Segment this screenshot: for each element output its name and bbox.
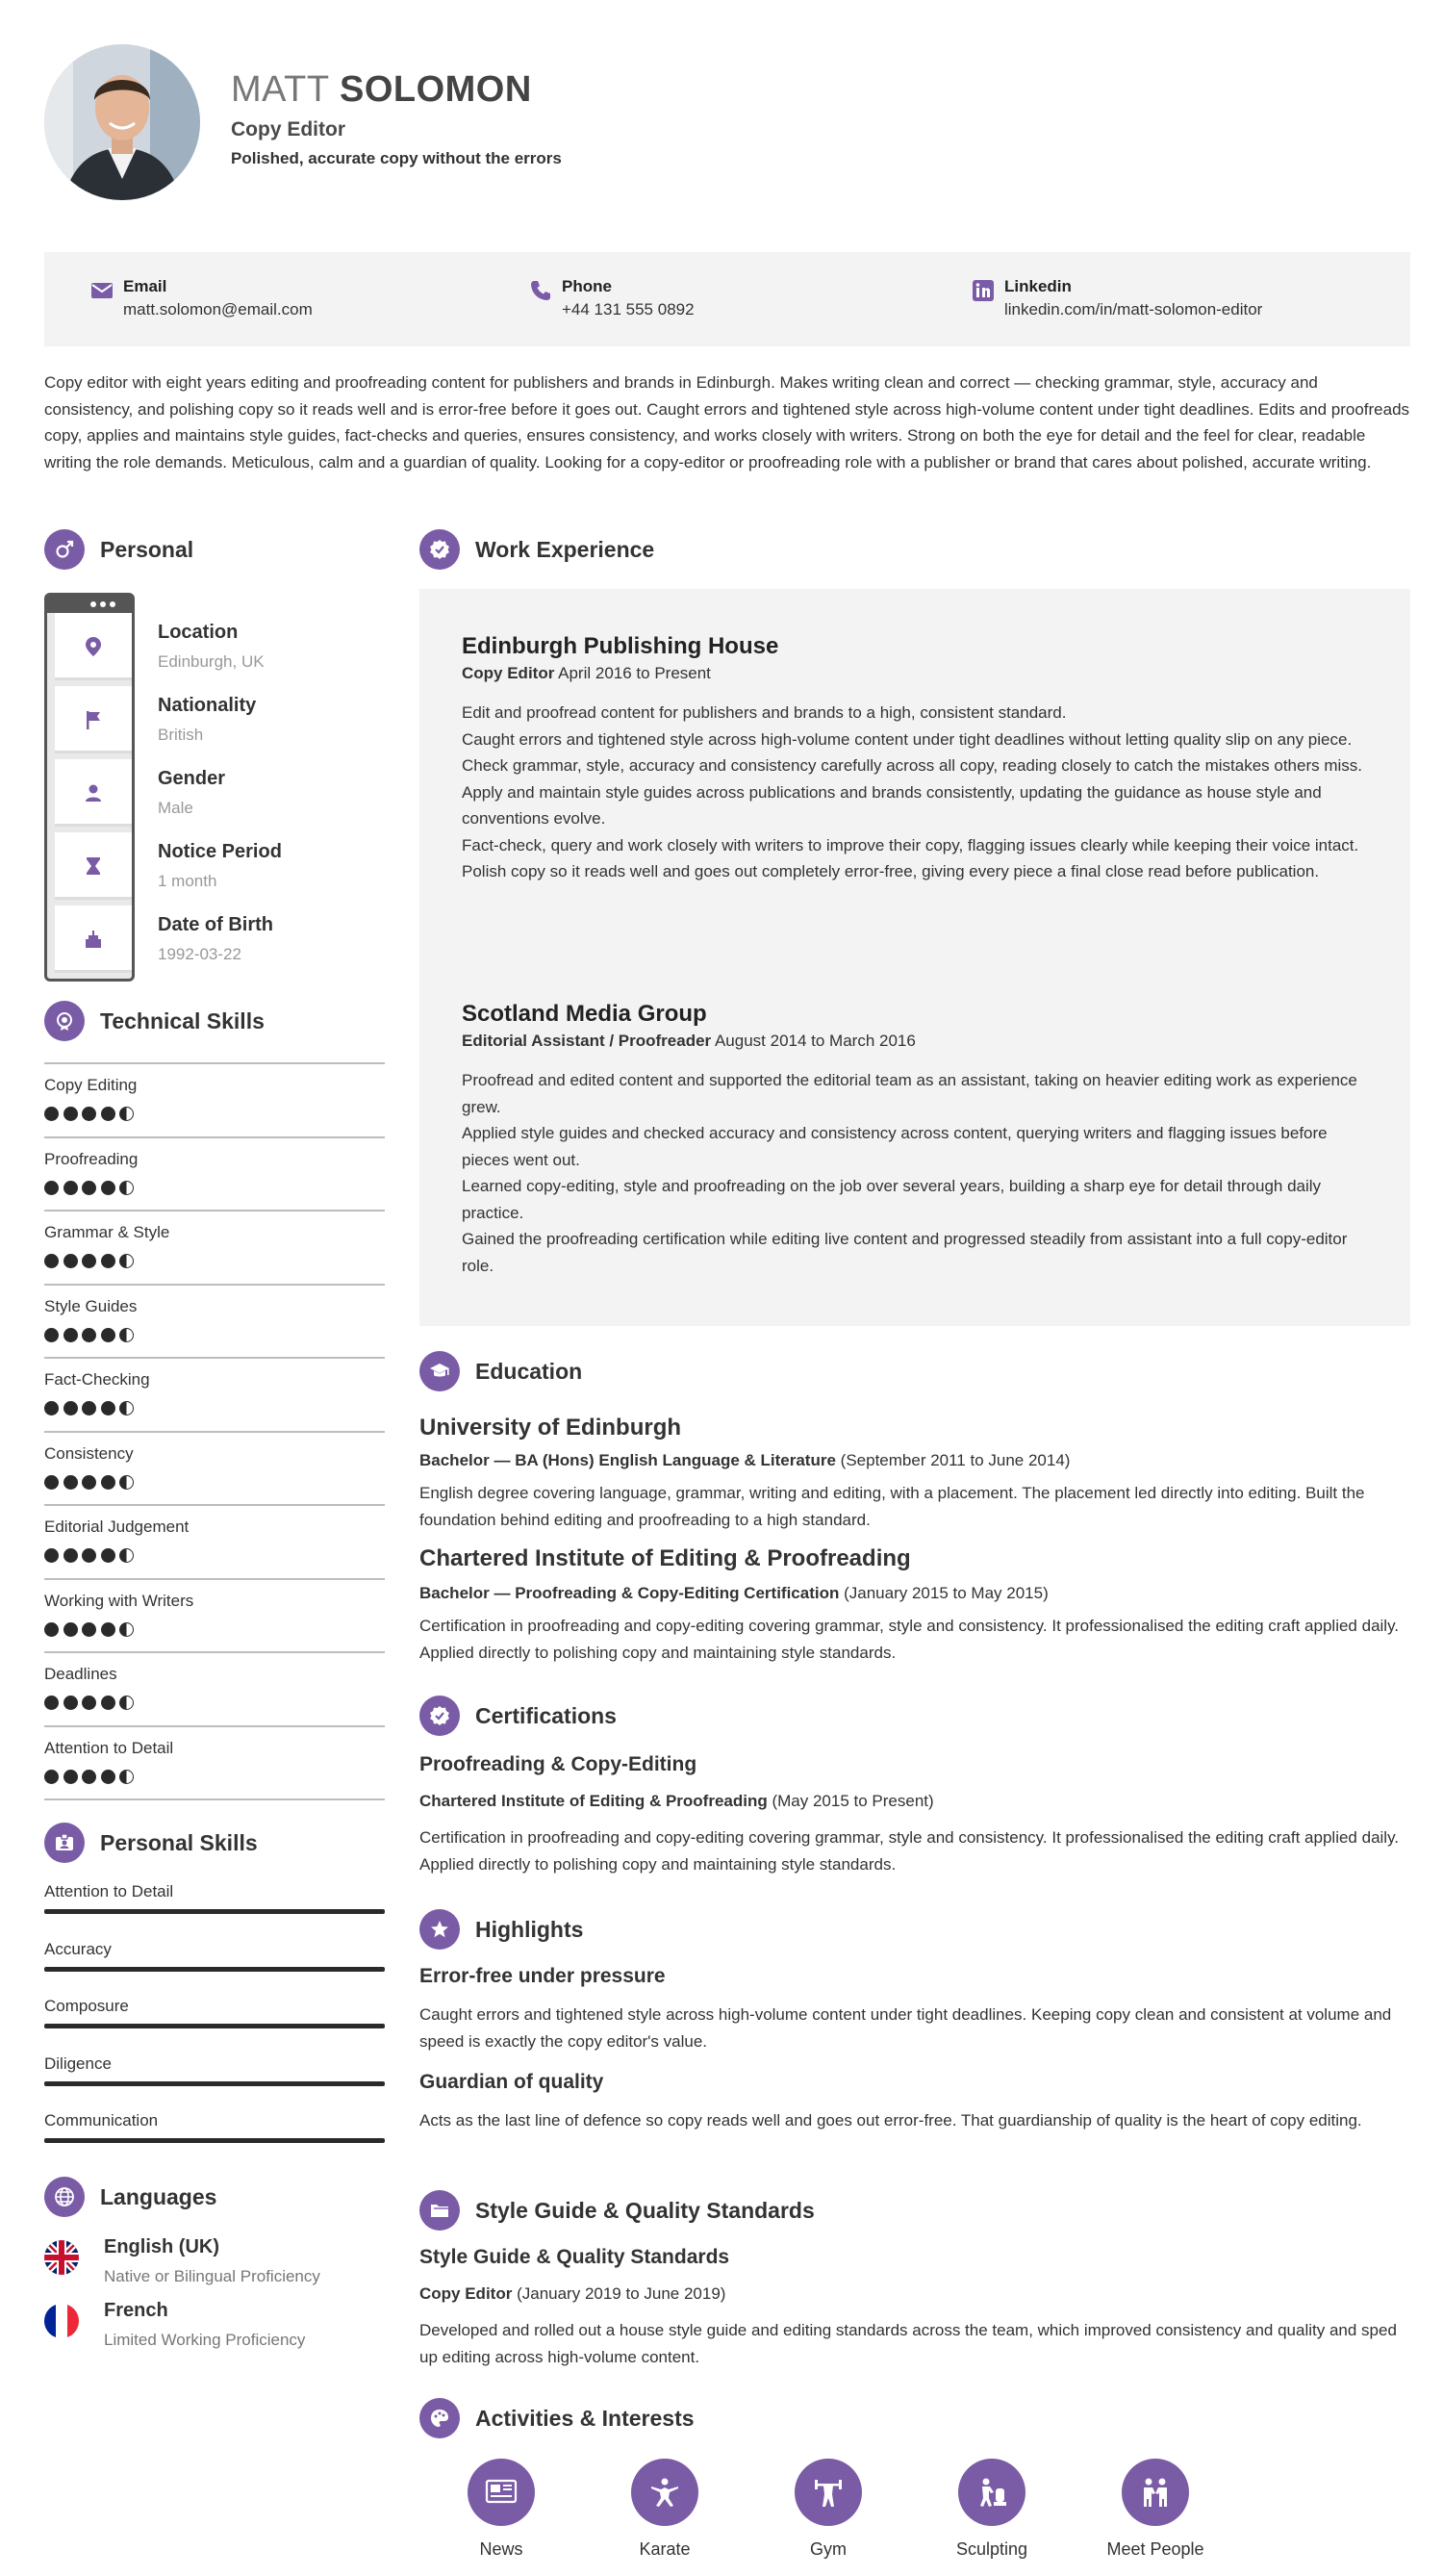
map-pin-icon (55, 613, 132, 680)
job-bullet: Caught errors and tightened style across high-volume content under tight deadlines without letting quality slip on any piece. (462, 729, 1353, 749)
job-org: Scotland Media Group (462, 1001, 707, 1027)
folder-icon (419, 2190, 460, 2231)
rating-dot-full (82, 1181, 96, 1195)
rating-dot-full (101, 1548, 115, 1563)
activity-meet-people (1098, 2459, 1213, 2564)
rating-dot-full (44, 1328, 59, 1342)
job-bullets (462, 1067, 1376, 1279)
personal-panel (44, 593, 385, 982)
email-label: Email (123, 277, 167, 295)
activities-title: Activities & Interests (475, 2406, 695, 2431)
rating-dot-full (101, 1401, 115, 1416)
activity-karate (607, 2459, 722, 2564)
star-icon (419, 1909, 460, 1950)
degree-line (419, 1451, 1070, 1470)
phone-value[interactable]: +44 131 555 0892 (562, 300, 695, 319)
rating-dot-full (101, 1622, 115, 1637)
job-bullets (462, 700, 1376, 885)
france-flag-icon (44, 2304, 79, 2338)
job-dates: August 2014 to March 2016 (714, 1032, 916, 1050)
personal-skill-bar (44, 2024, 385, 2028)
technical-skills-title: Technical Skills (100, 1008, 265, 1033)
rating-dot-full (44, 1696, 59, 1710)
linkedin-icon (972, 279, 995, 302)
personal-skill-label: Diligence (44, 2053, 112, 2073)
job-bullet: Apply and maintain style guides across publications and brands consistently, updating the guidance as house style and conventions evolve. (462, 782, 1322, 828)
technical-skill-label: Copy Editing (44, 1076, 138, 1094)
rating-dot-full (82, 1548, 96, 1563)
technical-skill-label: Proofreading (44, 1149, 139, 1168)
rating-dot-full (101, 1770, 115, 1784)
job-bullet: Fact-check, query and work closely with writers to improve their copy, flagging issues clearly while keeping their voice intact. (462, 835, 1359, 854)
work-experience-box (419, 589, 1410, 1326)
style-guide-dates: (January 2019 to June 2019) (517, 2284, 726, 2303)
rating-dot-full (101, 1475, 115, 1490)
rating-dot-full (44, 1548, 59, 1563)
technical-skill-row (44, 1504, 385, 1577)
rating-dot-full (44, 1475, 59, 1490)
technical-skills-divider (44, 1798, 385, 1800)
rating-dot-full (63, 1328, 78, 1342)
technical-skill-row (44, 1431, 385, 1504)
certification-issuer-line (419, 1792, 934, 1811)
phone-label: Phone (562, 277, 612, 295)
personal-skill-label: Communication (44, 2111, 159, 2130)
rating-dot-full (44, 1181, 59, 1195)
technical-skill-row (44, 1136, 385, 1210)
flag-icon (55, 686, 132, 753)
degree: Bachelor — BA (Hons) English Language & Literature (419, 1451, 836, 1469)
rating-dot-full (101, 1696, 115, 1710)
personal-gender-label: Gender (158, 768, 226, 789)
personal-skill-row (44, 1940, 385, 1998)
linkedin-label: Linkedin (1004, 277, 1072, 295)
palette-icon (419, 2398, 460, 2438)
job-dates: April 2016 to Present (558, 664, 711, 682)
job-bullet: Learned copy-editing, style and proofreading on the job over several years, building a sharp eye for detail through daily practice. (462, 1177, 1322, 1222)
rating-dot-full (82, 1401, 96, 1416)
uk-flag-icon (44, 2240, 79, 2275)
school-name: Chartered Institute of Editing & Proofreading (419, 1545, 911, 1571)
globe-icon (44, 2177, 85, 2217)
style-guide-description: Developed and rolled out a house style guide and editing standards across the team, which improved consistency and quality and sped up editing across high-volume content. (419, 2321, 1397, 2366)
personal-skills-title: Personal Skills (100, 1830, 258, 1855)
rating-dot-half (119, 1548, 134, 1563)
phone-icon (529, 279, 552, 302)
certification-name: Proofreading & Copy-Editing (419, 1753, 697, 1775)
person-icon (55, 759, 132, 827)
technical-skill-label: Deadlines (44, 1665, 117, 1683)
rating-dot-half (119, 1107, 134, 1121)
style-guide-role: Copy Editor (419, 2284, 513, 2303)
activity-gym (771, 2459, 886, 2564)
rating-dot-full (63, 1401, 78, 1416)
certification-issuer: Chartered Institute of Editing & Proofreading (419, 1792, 768, 1810)
job-title: Copy Editor (231, 118, 345, 140)
style-guide-heading: Style Guide & Quality Standards (419, 2246, 730, 2268)
technical-skill-row (44, 1062, 385, 1135)
personal-title: Personal (100, 537, 194, 562)
rating-dot-full (63, 1696, 78, 1710)
personal-skill-bar (44, 2138, 385, 2143)
job-role: Editorial Assistant / Proofreader (462, 1032, 712, 1050)
job-bullet: Check grammar, style, accuracy and consistency carefully across all copy, reading closely to catch the mistakes others miss. (462, 756, 1363, 775)
activity-label: News (479, 2539, 523, 2559)
karate-icon (631, 2459, 698, 2526)
technical-skill-row (44, 1284, 385, 1357)
email-icon (90, 279, 114, 302)
personal-notice-value: 1 month (158, 872, 217, 890)
activity-sculpting (934, 2459, 1050, 2564)
personal-skill-label: Composure (44, 1997, 129, 2015)
technical-skill-row (44, 1210, 385, 1283)
personal-dob-label: Date of Birth (158, 914, 273, 935)
style-guide-title: Style Guide & Quality Standards (475, 2198, 815, 2223)
rating-dot-full (82, 1696, 96, 1710)
rating-dot-full (63, 1254, 78, 1268)
technical-skill-label: Attention to Detail (44, 1738, 174, 1757)
language-name: English (UK) (104, 2236, 219, 2257)
highlight-heading: Error-free under pressure (419, 1965, 666, 1987)
technical-skill-row (44, 1725, 385, 1798)
rating-dot-full (44, 1770, 59, 1784)
technical-skill-label: Editorial Judgement (44, 1518, 190, 1536)
technical-skill-row (44, 1357, 385, 1430)
languages-title: Languages (100, 2184, 217, 2209)
full-name (231, 69, 562, 111)
technical-skill-label: Working with Writers (44, 1591, 194, 1610)
rating-dot-full (63, 1181, 78, 1195)
degree: Bachelor — Proofreading & Copy-Editing Certification (419, 1584, 840, 1602)
personal-skill-bar (44, 1967, 385, 1972)
email-value[interactable]: matt.solomon@email.com (123, 300, 313, 319)
meet-people-icon (1122, 2459, 1189, 2526)
rating-dot-half (119, 1475, 134, 1490)
job-bullet: Applied style guides and checked accuracy and consistency across content, querying writers and flagging issues before pieces went out. (462, 1124, 1328, 1169)
rating-dot-full (101, 1328, 115, 1342)
language-name: French (104, 2300, 168, 2321)
rating-dot-half (119, 1401, 134, 1416)
gym-icon (795, 2459, 862, 2526)
personal-skill-bar (44, 2081, 385, 2086)
personal-skill-row (44, 1882, 385, 1940)
rating-dot-half (119, 1770, 134, 1784)
degree-dates: (January 2015 to May 2015) (844, 1584, 1049, 1602)
graduation-cap-icon (419, 1351, 460, 1391)
last-name: SOLOMON (339, 69, 532, 110)
check-badge-icon (419, 529, 460, 570)
certification-dates: (May 2015 to Present) (772, 1792, 934, 1810)
education-description: Certification in proofreading and copy-editing covering grammar, style and consistency. It professionalised the editing craft applied daily. Applied directly to polishing copy and maintaining style standards. (419, 1617, 1400, 1662)
personal-skill-row (44, 1997, 385, 2054)
activity-label: Karate (639, 2539, 691, 2559)
job-role-line (462, 1032, 916, 1051)
highlight-heading: Guardian of quality (419, 2071, 604, 2093)
technical-skill-label: Consistency (44, 1443, 134, 1463)
personal-dob-value: 1992-03-22 (158, 945, 241, 963)
profile-summary: Copy editor with eight years editing and proofreading content for publishers and brands in Edinburgh. Makes writing clean and correct — checking grammar, style, accuracy and consistency, and polishing copy so it reads well and is error-free before it goes out. Caught errors and tightened style across high-volume content under tight deadlines. Edits and proofreads copy, applies and maintains style guides, fact-checks and queries, ensures consistency, and works closely with writers. Strong on both the eye for detail and the feel for clear, readable writing the role demands. Meticulous, calm and a guardian of quality. Looking for a copy-editor or proofreading role with a publisher or brand that cares about polished, accurate writing. (44, 373, 1410, 472)
language-level: Native or Bilingual Proficiency (104, 2267, 320, 2285)
job-role: Copy Editor (462, 664, 555, 682)
rating-dot-full (82, 1622, 96, 1637)
highlight-description: Acts as the last line of defence so copy reads well and goes out error-free. That guardianship of quality is the heart of copy editing. (419, 2111, 1362, 2130)
school-name: University of Edinburgh (419, 1415, 682, 1441)
language-french (44, 2300, 385, 2358)
job-bullet: Proofread and edited content and supported the editorial team as an assistant, taking on heavier editing work as experience grew. (462, 1071, 1357, 1116)
first-name: MATT (231, 69, 329, 110)
education-title: Education (475, 1359, 583, 1384)
news-icon (468, 2459, 535, 2526)
rating-dot-full (63, 1548, 78, 1563)
personal-nationality-label: Nationality (158, 695, 257, 716)
rating-dot-full (63, 1770, 78, 1784)
activity-news (443, 2459, 559, 2564)
sculpting-icon (958, 2459, 1025, 2526)
degree-dates: (September 2011 to June 2014) (840, 1451, 1071, 1469)
job-bullet: Polish copy so it reads well and goes out completely error-free, giving every piece a final close read before publication. (462, 862, 1320, 880)
rating-dot-half (119, 1622, 134, 1637)
job-bullet: Gained the proofreading certification while editing live content and progressed steadily from assistant into a full copy-editor role. (462, 1230, 1348, 1275)
rating-dot-full (44, 1254, 59, 1268)
gender-icon (44, 529, 85, 570)
personal-skill-label: Accuracy (44, 1939, 112, 1958)
personal-location-label: Location (158, 622, 239, 643)
personal-skill-label: Attention to Detail (44, 1882, 174, 1900)
certification-description: Certification in proofreading and copy-editing covering grammar, style and consistency. It professionalised the editing craft applied daily. Applied directly to polishing copy and maintaining style standards. (419, 1828, 1400, 1874)
rating-dot-full (82, 1328, 96, 1342)
highlight-description: Caught errors and tightened style across high-volume content under tight deadlines. Keeping copy clean and consistent at volume and speed is exactly the copy editor's value. (419, 2005, 1392, 2051)
job-org: Edinburgh Publishing House (462, 633, 779, 659)
personal-skill-row (44, 2054, 385, 2112)
resume-header (44, 44, 1410, 208)
degree-line (419, 1584, 1049, 1603)
highlights-title: Highlights (475, 1917, 584, 1942)
education-description: English degree covering language, grammar, writing and editing, with a placement. The placement led directly into editing. Built the foundation behind editing and proofreading to a high standard. (419, 1484, 1365, 1529)
language-english (44, 2236, 385, 2294)
personal-notice-label: Notice Period (158, 841, 282, 862)
language-level: Limited Working Proficiency (104, 2331, 306, 2349)
technical-skill-row (44, 1578, 385, 1651)
rating-dot-full (44, 1622, 59, 1637)
rating-dot-full (44, 1401, 59, 1416)
rating-dot-full (82, 1107, 96, 1121)
technical-skill-label: Style Guides (44, 1296, 138, 1315)
id-badge-icon (44, 1823, 85, 1863)
technical-skill-label: Fact-Checking (44, 1370, 150, 1389)
style-guide-role-line (419, 2284, 725, 2304)
activity-label: Sculpting (955, 2539, 1028, 2559)
personal-location-value: Edinburgh, UK (158, 652, 265, 671)
profile-photo (44, 44, 200, 200)
personal-skill-row (44, 2111, 385, 2169)
certificate-badge-icon (419, 1696, 460, 1736)
rating-dot-full (82, 1475, 96, 1490)
cake-icon (55, 905, 132, 973)
personal-nationality-value: British (158, 726, 204, 744)
rating-dot-full (82, 1254, 96, 1268)
rating-dot-full (101, 1254, 115, 1268)
personal-gender-value: Male (158, 799, 193, 817)
rating-dot-half (119, 1328, 134, 1342)
linkedin-value[interactable]: linkedin.com/in/matt-solomon-editor (1004, 300, 1263, 319)
work-experience-title: Work Experience (475, 537, 655, 562)
rating-dot-half (119, 1181, 134, 1195)
rating-dot-full (63, 1107, 78, 1121)
activity-label: Gym (810, 2539, 847, 2559)
rating-dot-full (63, 1622, 78, 1637)
rating-dot-full (101, 1107, 115, 1121)
technical-skill-row (44, 1651, 385, 1724)
job-role-line (462, 664, 711, 683)
rating-dot-full (101, 1181, 115, 1195)
contact-bar (44, 252, 1410, 346)
skills-badge-icon (44, 1001, 85, 1041)
name-block (231, 69, 562, 168)
rating-dot-full (63, 1475, 78, 1490)
rating-dot-half (119, 1696, 134, 1710)
tagline: Polished, accurate copy without the errors (231, 149, 562, 167)
personal-skill-bar (44, 1909, 385, 1914)
rating-dot-full (82, 1770, 96, 1784)
certifications-title: Certifications (475, 1703, 617, 1728)
personal-icon-frame (44, 593, 135, 982)
rating-dot-half (119, 1254, 134, 1268)
hourglass-icon (55, 832, 132, 900)
activity-label: Meet People (1106, 2539, 1204, 2559)
job-bullet: Edit and proofread content for publishers and brands to a high, consistent standard. (462, 703, 1067, 722)
rating-dot-full (44, 1107, 59, 1121)
technical-skill-label: Grammar & Style (44, 1223, 170, 1241)
